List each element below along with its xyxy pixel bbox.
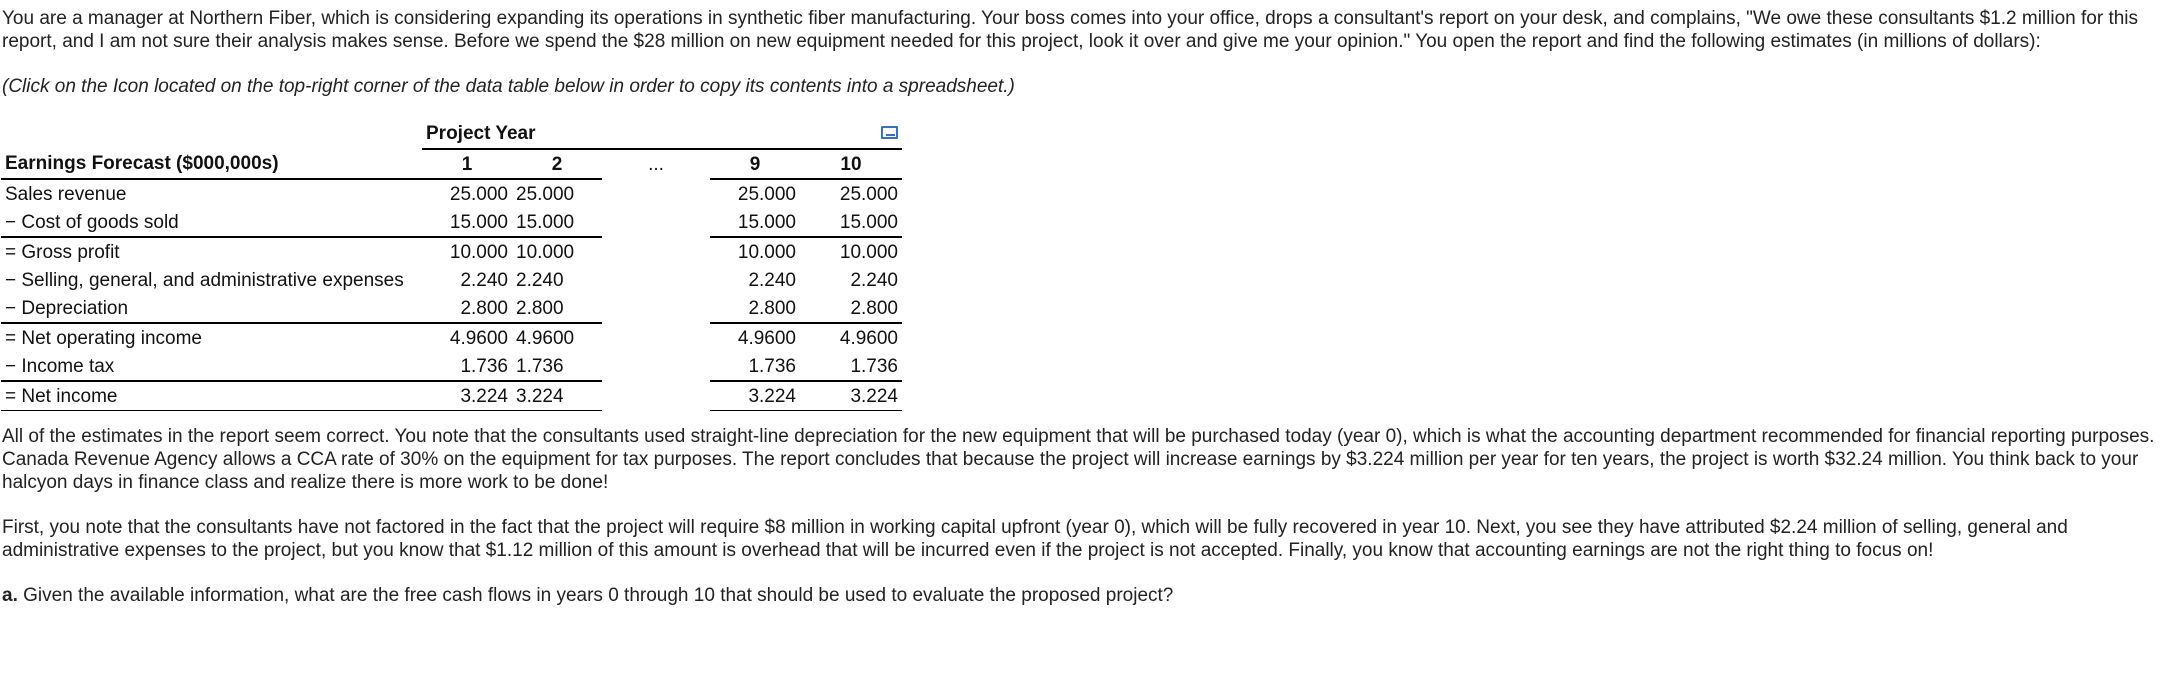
copy-instruction: (Click on the Icon located on the top-right corner of the data table below in order to copy its contents into a spreadsheet.) — [2, 76, 1015, 97]
row-header: Earnings Forecast ($000,000s) — [1, 149, 422, 179]
table-column-header-row — [1, 149, 902, 179]
table-row-income-tax: − Income tax 1.736 1.736 1.736 1.736 — [5, 355, 898, 377]
col-header-year-9: 9 — [710, 149, 800, 179]
copy-to-spreadsheet-icon[interactable] — [880, 125, 898, 141]
col-header-year-10: 10 — [800, 149, 902, 179]
table-group-header-row — [1, 118, 902, 149]
project-year-header: Project Year — [422, 118, 602, 149]
col-header-ellipsis: ... — [648, 154, 664, 175]
earnings-forecast-table — [1, 118, 902, 411]
table-row-net-income: = Net income 3.224 3.224 3.224 3.224 — [1, 381, 902, 411]
table-row-depreciation: − Depreciation 2.800 2.800 2.800 2.800 — [5, 297, 898, 319]
col-header-year-2: 2 — [512, 149, 602, 179]
table-row-sga: − Selling, general, and administrative expenses 2.240 2.240 2.240 2.240 — [5, 269, 898, 291]
body-paragraph-1: All of the estimates in the report seem correct. You note that the consultants used straight-line depreciation for the new equipment that will be purchased today (year 0), which is what the accounting department recommended for financial reporting purposes. Canada Revenue Agency allows a CCA rate of 30% on the equipment for tax purposes. The report concludes that because the project will increase earnings by $3.224 million per year for ten years, the project is worth $32.24 million. You think back to your halcyon days in finance class and realize there is more work to be done! — [2, 426, 2155, 493]
table-row-sales-revenue: Sales revenue 25.000 25.000 25.000 25.000 — [5, 183, 898, 205]
table-row-net-operating-income: = Net operating income 4.9600 4.9600 4.9600 4.9600 — [1, 323, 902, 352]
col-header-year-1: 1 — [422, 149, 512, 179]
question-a — [2, 584, 2172, 607]
intro-paragraph: You are a manager at Northern Fiber, which is considering expanding its operations in synthetic fiber manufacturing. Your boss comes into your office, drops a consultant's report on your desk, and complains, "We owe these consultants $1.2 million for this report, and I am not sure their analysis makes sense. Before we spend the $28 million on new equipment needed for this project, look it over and give me your opinion." You open the report and find the following estimates (in millions of dollars): — [2, 8, 2139, 52]
question-text: Given the available information, what are the free cash flows in years 0 through 10 that should be used to evaluate the proposed project? — [17, 585, 1174, 606]
question-label: a. — [2, 585, 18, 606]
body-paragraph-2: First, you note that the consultants have not factored in the fact that the project will require $8 million in working capital upfront (year 0), which will be fully recovered in year 10. Next, you see they have attributed $2.24 million of selling, general and administrative expenses to the project, but you know that $1.12 million of this amount is overhead that will be incurred even if the project is not accepted. Finally, you know that accounting earnings are not the right thing to focus on! — [2, 517, 2068, 561]
table-row-gross-profit: = Gross profit 10.000 10.000 10.000 10.000 — [1, 237, 902, 266]
table-row-cogs: − Cost of goods sold 15.000 15.000 15.000 15.000 — [5, 211, 898, 233]
